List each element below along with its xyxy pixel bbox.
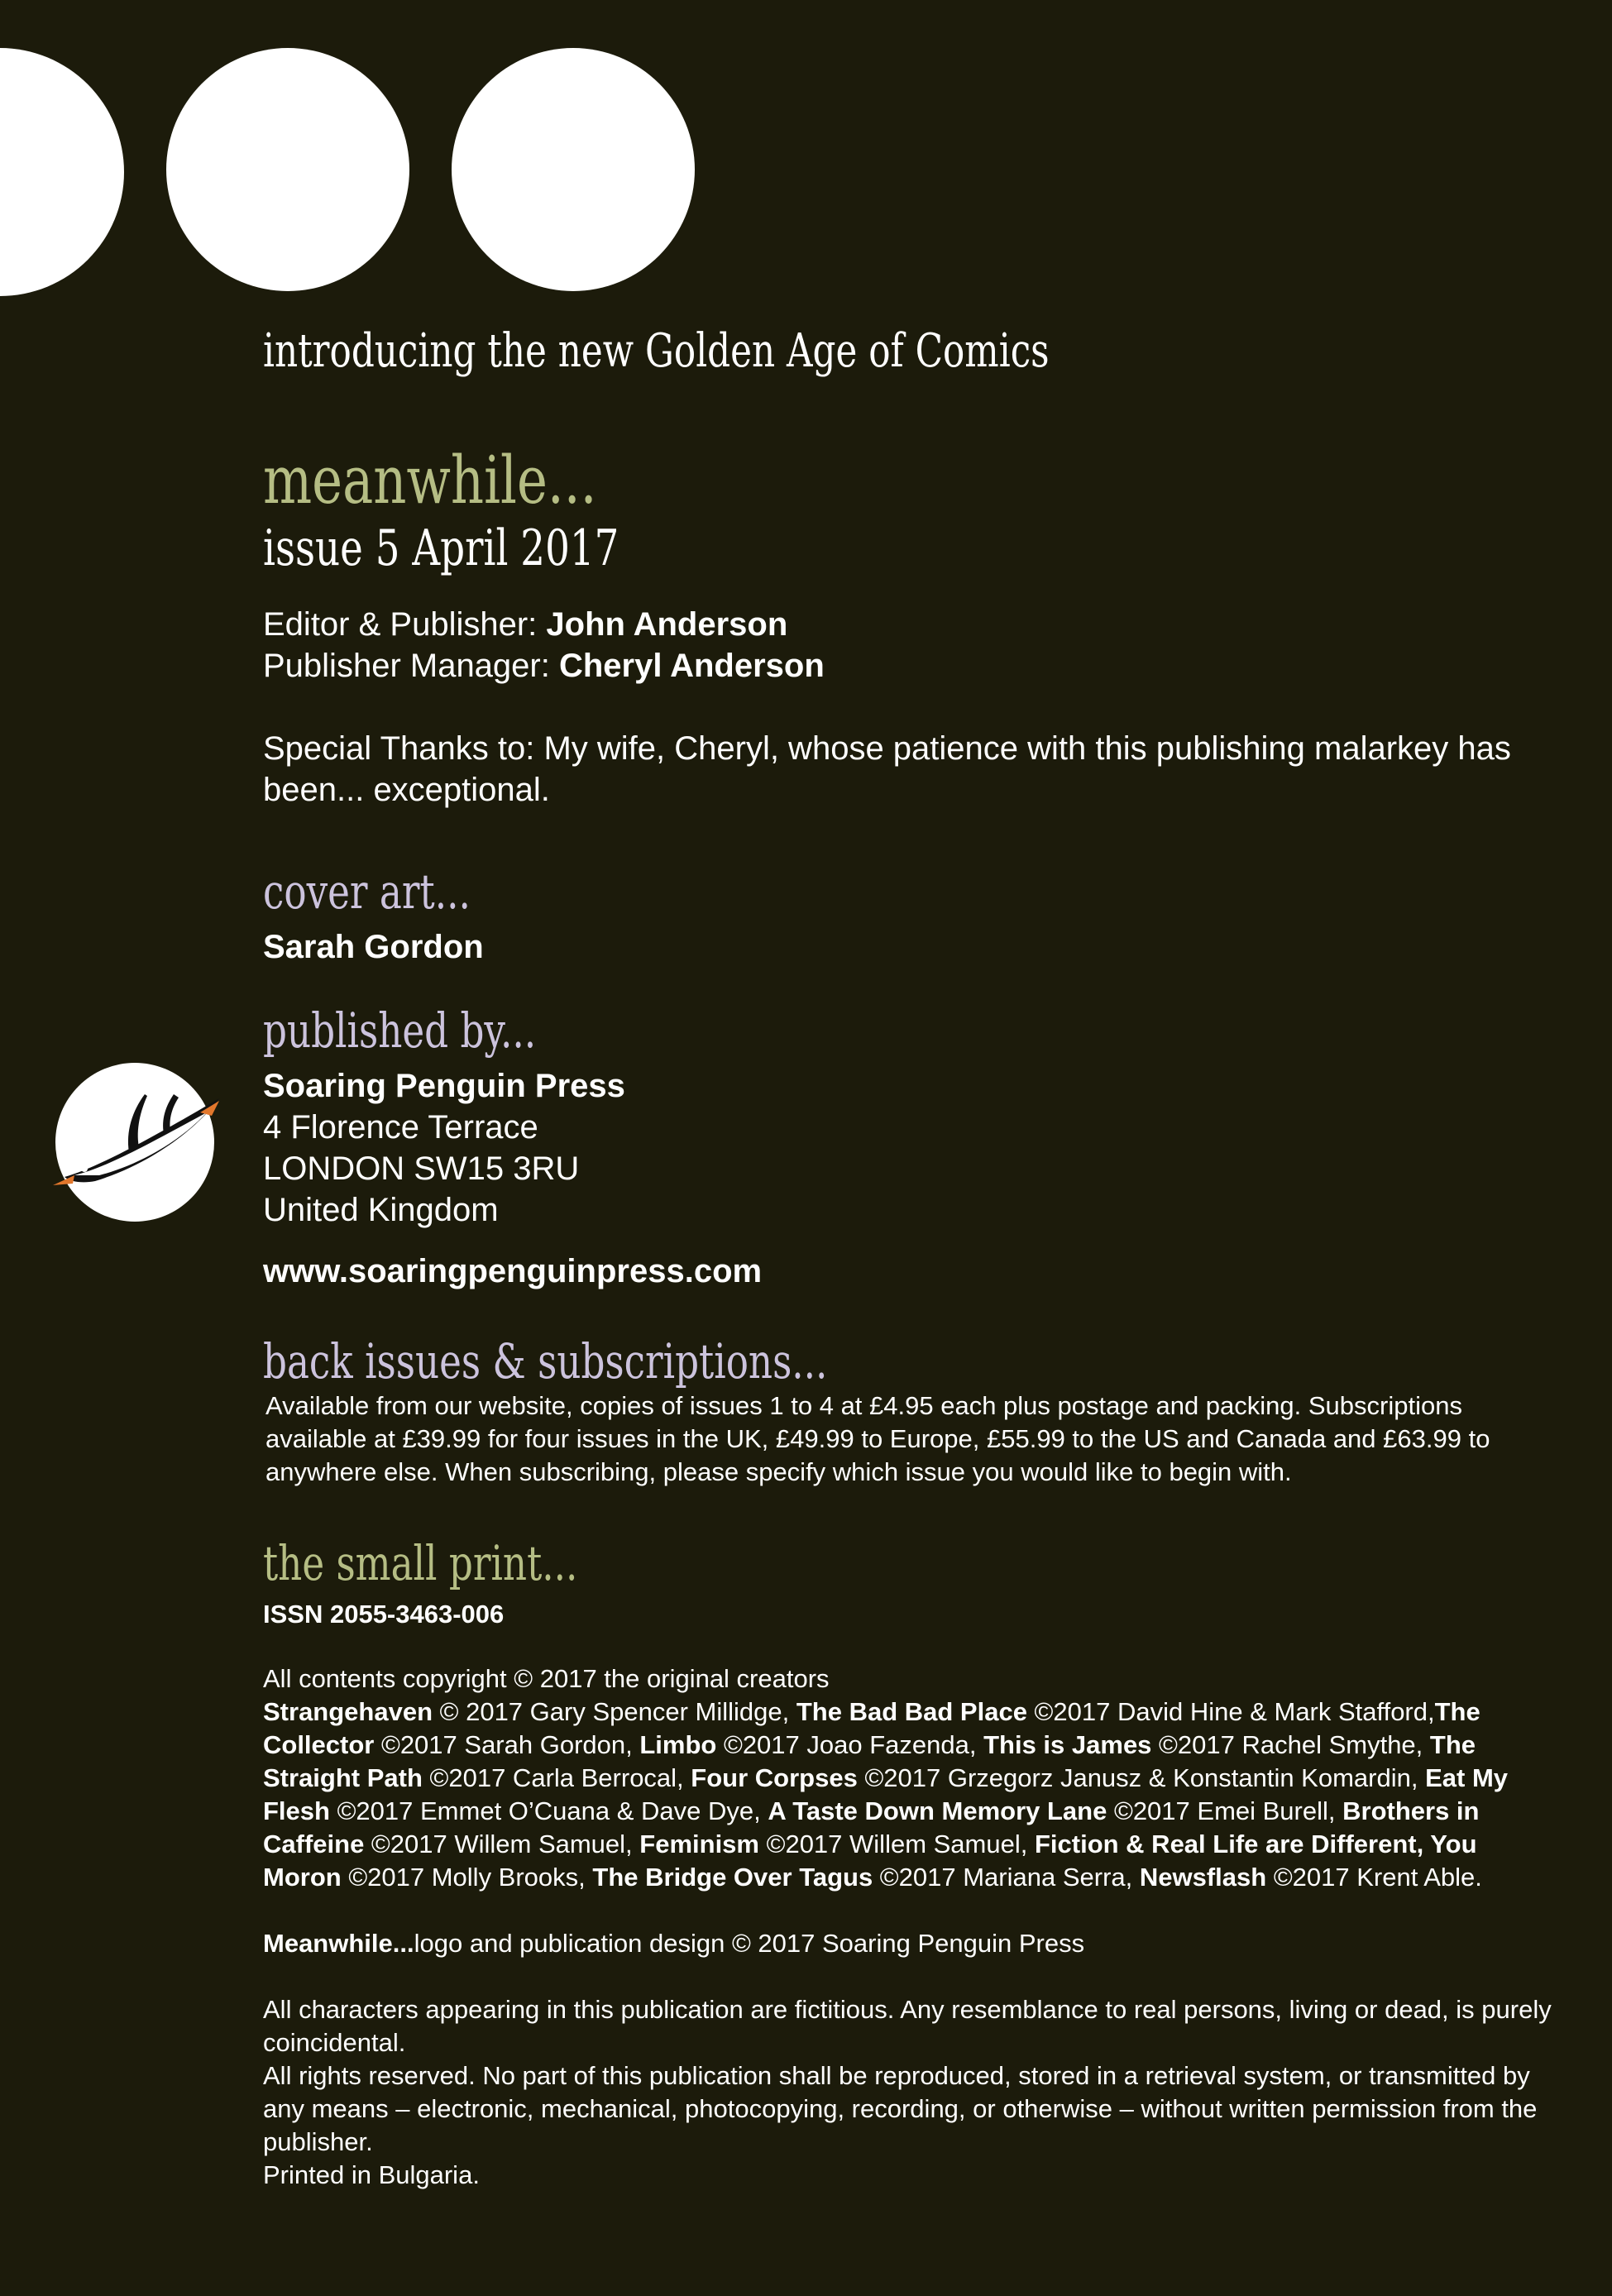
credits-block	[263, 604, 825, 686]
tagline: introducing the new Golden Age of Comics	[263, 324, 1050, 378]
work-credit: ©2017 Willem Samuel,	[759, 1830, 1035, 1858]
works-credits	[263, 1696, 1553, 1894]
work-title: The Bridge Over Tagus	[592, 1863, 873, 1892]
work-title: Newsflash	[1139, 1863, 1267, 1892]
work-credit: ©2017 Mariana Serra,	[873, 1863, 1140, 1892]
work-credit: ©2017 Rachel Smythe,	[1151, 1730, 1430, 1759]
rights-notice: All rights reserved. No part of this publication shall be reproduced, stored in a retrieval system, or transmitted by any means – electronic, mechanical, photocopying, recording, or otherwise – without written permission from the publisher.	[263, 2061, 1538, 2156]
work-title: Limbo	[639, 1730, 717, 1759]
work-title: The Straight Path	[263, 1730, 1476, 1792]
work-credit: © 2017 Gary Spencer Millidge,	[433, 1697, 796, 1726]
issue-date: issue 5 April 2017	[263, 519, 619, 577]
decorative-circle-middle	[166, 48, 409, 291]
work-credit: ©2017 Krent Able.	[1266, 1863, 1482, 1892]
work-credit: ©2017 Emei Burell,	[1107, 1796, 1343, 1825]
work-title: Strangehaven	[263, 1697, 433, 1726]
address-line-1: 4 Florence Terrace	[263, 1109, 538, 1146]
fiction-notice: All characters appearing in this publication are fictitious. Any resemblance to real persons, living or dead, is purely coincidental.	[263, 1995, 1552, 2057]
small-print-body	[263, 1662, 1553, 2192]
cover-art-heading: cover art...	[263, 863, 471, 920]
work-title: Fiction & Real Life are Different, You Moron	[263, 1830, 1477, 1892]
printed-in: Printed in Bulgaria.	[263, 2160, 480, 2189]
small-print-heading: the small print...	[263, 1535, 578, 1591]
decorative-circle-left	[0, 48, 124, 296]
work-title: Four Corpses	[691, 1763, 858, 1792]
cover-artist: Sarah Gordon	[263, 929, 484, 965]
work-title: This is James	[983, 1730, 1152, 1759]
work-title: Brothers in Caffeine	[263, 1796, 1480, 1858]
work-title: Feminism	[639, 1830, 759, 1858]
work-credit: ©2017 Grzegorz Janusz & Konstantin Komardin,	[857, 1763, 1426, 1792]
work-title: The Bad Bad Place	[796, 1697, 1027, 1726]
publisher-website: www.soaringpenguinpress.com	[263, 1253, 763, 1289]
manager-name: Cheryl Anderson	[558, 648, 825, 684]
publisher-name: Soaring Penguin Press	[263, 1068, 625, 1104]
decorative-circle-right	[452, 48, 695, 291]
back-issues-text: Available from our website, copies of issues 1 to 4 at £4.95 each plus postage and packing. Subscriptions available at £39.99 for four issues in the UK, £49.99 to Europe, £55.99 to the US and Canada and £63.99 to anywhere else. When subscribing, please specify which issue you would like to begin with.	[265, 1391, 1490, 1486]
editor-name: John Anderson	[546, 606, 788, 643]
special-thanks: Special Thanks to: My wife, Cheryl, whose patience with this publishing malarkey has been... exceptional.	[263, 730, 1511, 808]
work-credit: ©2017 David Hine & Mark Stafford,	[1026, 1697, 1435, 1726]
work-credit: ©2017 Sarah Gordon,	[374, 1730, 640, 1759]
soaring-penguin-logo-icon	[50, 1061, 223, 1222]
address-line-3: United Kingdom	[263, 1192, 499, 1228]
editor-line: Editor & Publisher: John Anderson	[263, 606, 788, 643]
work-credit: ©2017 Willem Samuel,	[364, 1830, 640, 1858]
magazine-title: meanwhile...	[263, 442, 597, 519]
work-title: A Taste Down Memory Lane	[768, 1796, 1107, 1825]
copyright-intro: All contents copyright © 2017 the original creators	[263, 1664, 830, 1693]
issn-number: ISSN 2055-3463-006	[263, 1600, 505, 1629]
logo-notice: Meanwhile...logo and publication design © 2017 Soaring Penguin Press	[263, 1929, 1085, 1958]
publisher-address	[263, 1065, 625, 1231]
work-credit: ©2017 Carla Berrocal,	[422, 1763, 691, 1792]
address-line-2: LONDON SW15 3RU	[263, 1150, 580, 1187]
manager-line: Publisher Manager: Cheryl Anderson	[263, 648, 825, 684]
work-credit: ©2017 Molly Brooks,	[341, 1863, 593, 1892]
back-issues-heading: back issues & subscriptions...	[263, 1333, 828, 1390]
published-by-heading: published by...	[263, 1002, 537, 1059]
work-credit: ©2017 Joao Fazenda,	[716, 1730, 984, 1759]
work-title: The Collector	[263, 1697, 1480, 1759]
work-title: Eat My Flesh	[263, 1763, 1509, 1825]
work-credit: ©2017 Emmet O’Cuana & Dave Dye,	[329, 1796, 768, 1825]
